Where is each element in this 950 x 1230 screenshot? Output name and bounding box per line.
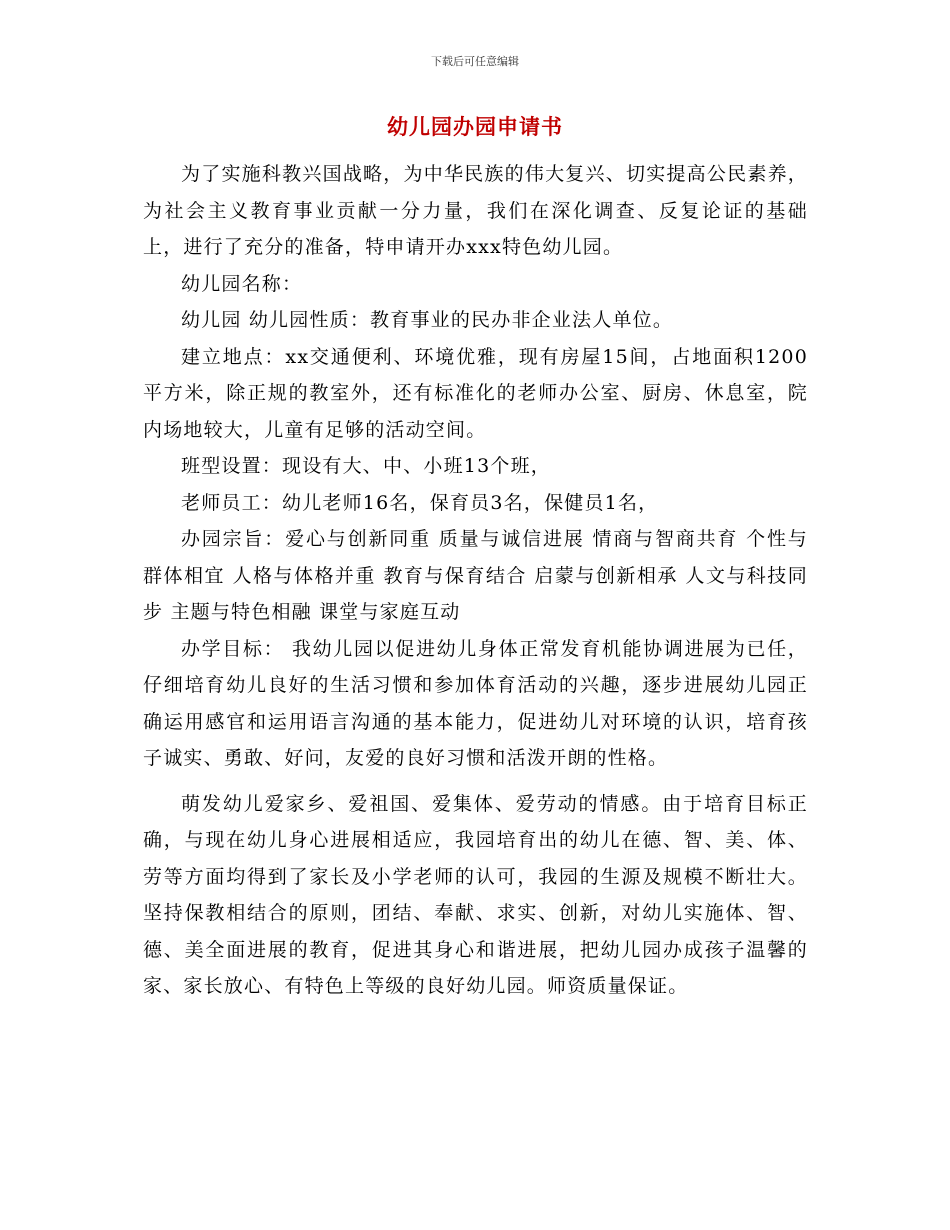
paragraph-name: 幼儿园名称： [181, 272, 303, 295]
document-title: 幼儿园办园申请书 [387, 114, 563, 139]
document-body [143, 156, 808, 1005]
paragraph-outcomes: 萌发幼儿爱家乡、爱祖国、爱集体、爱劳动的情感。由于培育目标正确，与现在幼儿身心进展相适应，我园培育出的幼儿在德、智、美、体、劳等方面均得到了家长及小学老师的认可，我园的生源及规模不断壮大。 坚持保教相结合的原则，团结、奉献、求实、创新，对幼儿实施体、智、德、美全面进展的教育，促进其身心和谐进展，把幼儿园办成孩子温馨的家、家长放心、有特色上等级的良好幼儿园。师资质量保证。 [143, 792, 808, 997]
paragraph-staff: 老师员工：幼儿老师16名，保育员3名，保健员1名， [181, 491, 659, 514]
paragraph-tenets: 办园宗旨：爱心与创新同重 质量与诚信进展 情商与智商共育 个性与群体相宜 人格与体格并重 教育与保育结合 启蒙与创新相承 人文与科技同步 主题与特色相融 课堂与家庭互动 [143, 528, 808, 623]
paragraph-location: 建立地点：xx交通便利、环境优雅，现有房屋15间，占地面积1200平方米，除正规的教室外，还有标准化的老师办公室、厨房、休息室，院内场地较大，儿童有足够的活动空间。 [143, 345, 808, 441]
paragraph-nature: 幼儿园 幼儿园性质：教育事业的民办非企业法人单位。 [181, 309, 674, 331]
paragraph-intro: 为了实施科教兴国战略，为中华民族的伟大复兴、切实提高公民素养，为社会主义教育事业贡献一分力量，我们在深化调查、反复论证的基础上，进行了充分的准备，特申请开办xxx特色幼儿园。 [143, 163, 808, 258]
paragraph-goals: 办学目标： 我幼儿园以促进幼儿身体正常发育机能协调进展为已任，仔细培育幼儿良好的生活习惯和参加体育活动的兴趣，逐步进展幼儿园正确运用感官和运用语言沟通的基本能力，促进幼儿对环境的认识，培育孩子诚实、勇敢、好问，友爱的良好习惯和活泼开朗的性格。 [143, 637, 808, 769]
paragraph-classes: 班型设置：现设有大、中、小班13个班， [181, 455, 551, 477]
header-note: 下载后可任意编辑 [431, 55, 519, 68]
